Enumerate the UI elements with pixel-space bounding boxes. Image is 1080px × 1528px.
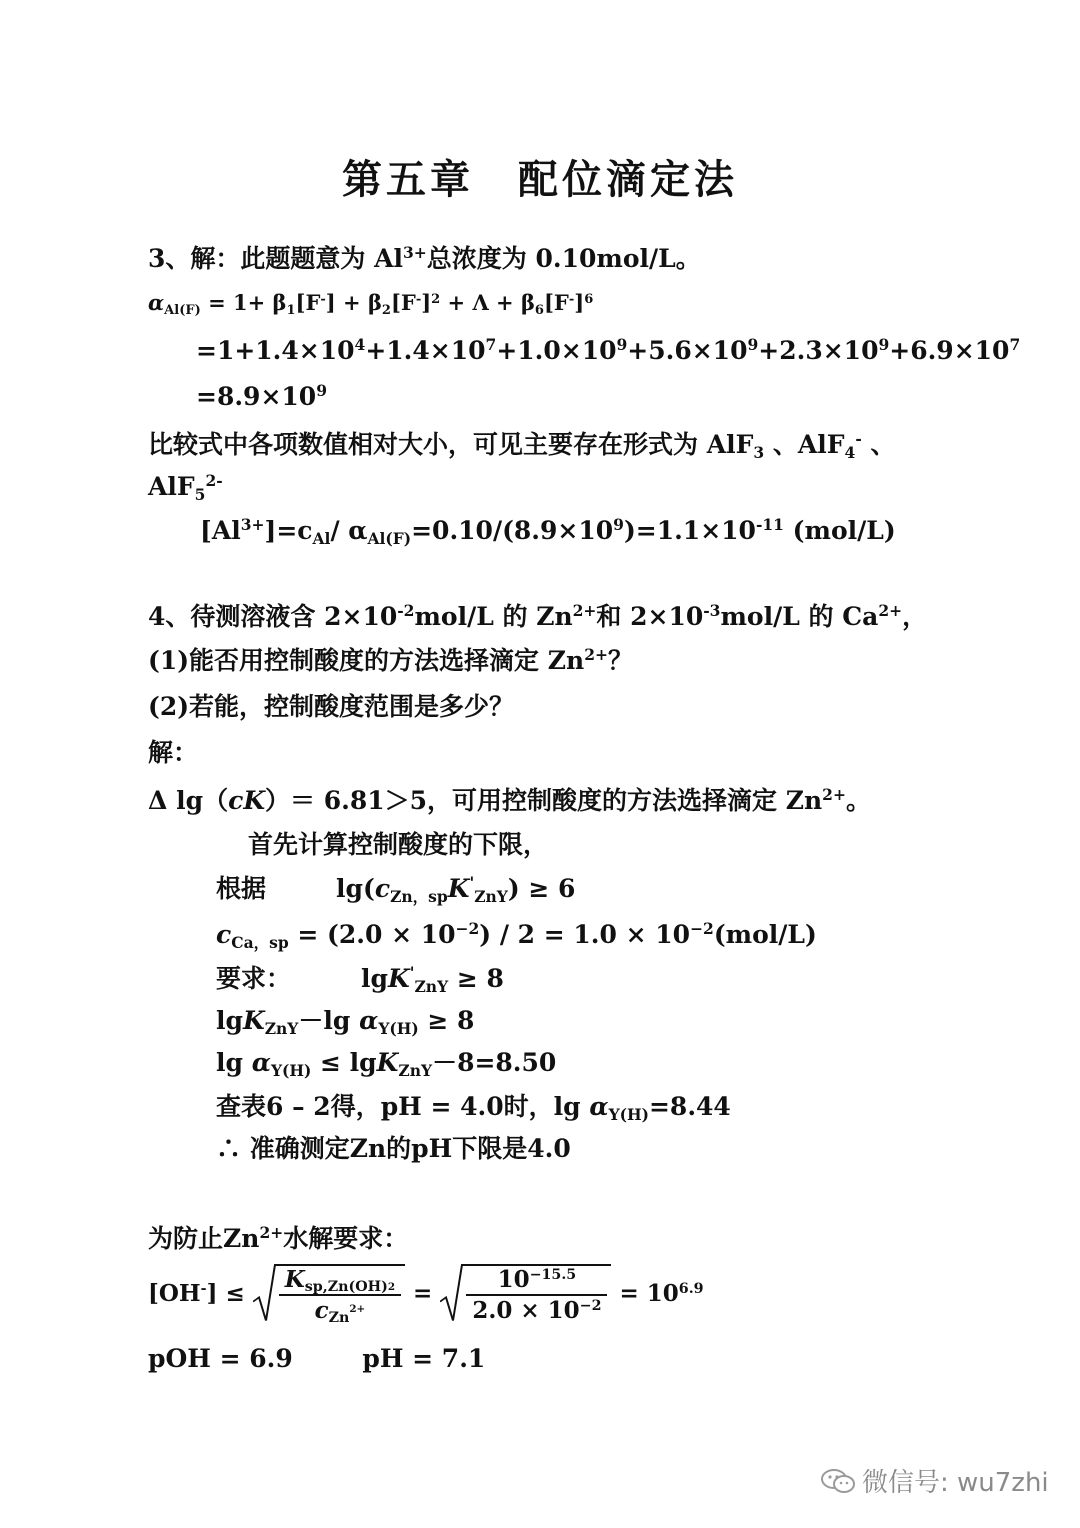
eq-part: ≥ 8 bbox=[448, 964, 504, 993]
sup: 9 bbox=[613, 515, 624, 535]
eq-part: 查表6 – 2得，pH = 4.0时，lg bbox=[216, 1092, 590, 1121]
sub: 3 bbox=[753, 442, 765, 462]
sup: 2+ bbox=[822, 785, 846, 805]
sup: 2+ bbox=[584, 645, 608, 665]
oh-part: [OH bbox=[148, 1279, 201, 1307]
exp: 9 bbox=[316, 381, 327, 401]
sup: 2- bbox=[205, 471, 223, 491]
sup: 3+ bbox=[240, 515, 265, 535]
q4-text: mol/L 的 Ca bbox=[720, 602, 879, 631]
q4-text: ？ bbox=[607, 646, 633, 675]
sup: −2 bbox=[579, 1298, 602, 1315]
q4-text: 和 2×10 bbox=[596, 602, 704, 631]
formula-part: + Λ + β bbox=[440, 290, 535, 315]
sup: −15.5 bbox=[529, 1267, 577, 1284]
eq-part: lg( bbox=[336, 874, 375, 903]
q3-sum-line bbox=[196, 335, 1021, 365]
beta6-sub: 6 bbox=[534, 302, 544, 318]
q4-line1 bbox=[148, 601, 928, 631]
beta1-sub: 1 bbox=[286, 302, 296, 318]
al-part: [Al bbox=[200, 516, 241, 545]
f-charge: - bbox=[415, 291, 422, 307]
prime: ' bbox=[409, 963, 415, 983]
watermark-text: 微信号: wu7zhi bbox=[862, 1468, 1049, 1498]
ksp-fraction bbox=[279, 1266, 401, 1327]
al-part: / α bbox=[330, 516, 368, 545]
compare-text: 、AlF bbox=[764, 430, 845, 459]
q3-text-b: 总浓度为 0.10mol/L。 bbox=[426, 244, 701, 273]
delta-text: Δ lg（ bbox=[148, 786, 229, 815]
al-part: =0.10/(8.9×10 bbox=[411, 516, 614, 545]
formula-part: = 1+ β bbox=[208, 290, 287, 315]
page-title: 第五章 配位滴定法 bbox=[342, 156, 738, 203]
eq-part: lg bbox=[216, 1006, 243, 1035]
sub: 5 bbox=[194, 484, 206, 504]
eq-part: K bbox=[388, 964, 410, 993]
sqrt-body bbox=[462, 1264, 611, 1322]
oh-result bbox=[619, 1279, 704, 1307]
q4-line2 bbox=[148, 645, 633, 675]
ksp: K bbox=[284, 1266, 305, 1293]
frac-den bbox=[279, 1296, 401, 1327]
sub: ZnY bbox=[474, 886, 508, 906]
sub: ZnY bbox=[398, 1060, 433, 1080]
q4-lgalpha-line bbox=[216, 1048, 557, 1080]
sup: -3 bbox=[703, 601, 721, 621]
eq-part: c bbox=[374, 874, 391, 903]
eq-part: K bbox=[447, 874, 470, 903]
oh-part: ] ≤ bbox=[206, 1279, 245, 1307]
alf5-text: AlF bbox=[148, 472, 195, 501]
sum-part: +1.4×10 bbox=[365, 336, 486, 365]
f-charge: - bbox=[320, 291, 326, 307]
q4-solution-label: 解： bbox=[148, 738, 199, 767]
formula-part: [F bbox=[390, 290, 416, 315]
sum-part: +6.9×10 bbox=[889, 336, 1010, 365]
sup: -2 bbox=[397, 601, 415, 621]
eq-part: lg bbox=[361, 964, 388, 993]
q4-conclusion: ∴ 准确测定Zn的pH下限是4.0 bbox=[216, 1134, 571, 1163]
sub: Y(H) bbox=[378, 1018, 419, 1038]
sup: 2+ bbox=[878, 601, 903, 621]
sup: 2+ bbox=[349, 1303, 366, 1316]
al-part: (mol/L) bbox=[783, 516, 896, 545]
q3-compare-line bbox=[148, 429, 896, 462]
alpha-symbol: α bbox=[148, 290, 165, 315]
eq-part: ≤ lg bbox=[311, 1048, 377, 1077]
eq-part: = (2.0 × 10 bbox=[288, 920, 456, 949]
q3-text-a: 3、解：此题题意为 Al bbox=[148, 244, 403, 273]
oh-left bbox=[148, 1279, 245, 1307]
sub: 2 bbox=[387, 1281, 396, 1294]
q4-cca-line bbox=[216, 919, 817, 952]
delta-text: 。 bbox=[845, 786, 871, 815]
q3-result-line bbox=[196, 381, 327, 411]
result-part: =8.9×10 bbox=[196, 382, 317, 411]
eq-part: K bbox=[242, 1006, 265, 1035]
q4-lgk-line bbox=[216, 1006, 475, 1038]
sqrt-2 bbox=[440, 1264, 611, 1322]
formula-part: ] bbox=[421, 290, 432, 315]
sub: Al bbox=[312, 528, 331, 548]
oh-formula bbox=[148, 1264, 704, 1327]
sum-part: +5.6×10 bbox=[627, 336, 748, 365]
eq-part: ) / 2 = 1.0 × 10 bbox=[479, 920, 691, 949]
compare-text: 比较式中各项数值相对大小，可见主要存在形式为 AlF bbox=[148, 430, 754, 459]
sub: Al(F) bbox=[367, 528, 412, 548]
sup: −2 bbox=[690, 919, 714, 939]
beta2-sub: 2 bbox=[381, 302, 391, 318]
alpha-formula bbox=[148, 290, 594, 318]
exp: 7 bbox=[1009, 335, 1021, 355]
exp: 9 bbox=[878, 335, 890, 355]
sup: -11 bbox=[755, 515, 784, 535]
eq-part: －lg bbox=[298, 1006, 360, 1035]
f-charge: - bbox=[568, 291, 575, 307]
sup: 2+ bbox=[572, 601, 597, 621]
q3-line1 bbox=[148, 243, 701, 273]
sqrt-1 bbox=[253, 1264, 405, 1327]
watermark bbox=[820, 1462, 1049, 1499]
sub: Ca，sp bbox=[231, 932, 289, 952]
exp: 7 bbox=[485, 335, 497, 355]
q4-delta-line bbox=[148, 785, 871, 815]
sum-part: +1.0×10 bbox=[496, 336, 617, 365]
sub: sp,Zn(OH) bbox=[304, 1279, 388, 1296]
res: = 10 bbox=[619, 1279, 679, 1307]
q3-alf5-line bbox=[148, 471, 223, 504]
alpha-sub: Al(F) bbox=[164, 302, 201, 318]
formula-part: [F bbox=[295, 290, 321, 315]
eq-part: c bbox=[216, 920, 232, 949]
frac-num bbox=[466, 1268, 607, 1296]
compare-text: 、 bbox=[861, 430, 896, 459]
basis-label: 根据 bbox=[216, 874, 267, 903]
require-label: 要求： bbox=[216, 964, 292, 993]
prime: ' bbox=[469, 873, 475, 893]
q4-require-line bbox=[216, 963, 504, 996]
q4-text: 4、待测溶液含 2×10 bbox=[148, 602, 398, 631]
sqrt-body bbox=[275, 1264, 405, 1327]
eq-part: =8.44 bbox=[648, 1092, 731, 1121]
czn: c bbox=[314, 1297, 329, 1324]
hydro-text: 水解要求： bbox=[283, 1224, 409, 1253]
q4-lower-limit: 首先计算控制酸度的下限， bbox=[248, 830, 549, 859]
eq-part: α bbox=[359, 1006, 379, 1035]
eq-part: K bbox=[376, 1048, 399, 1077]
al-part: )=1.1×10 bbox=[623, 516, 756, 545]
hydro-line1 bbox=[148, 1223, 409, 1253]
q4-table-line bbox=[216, 1092, 731, 1124]
eq-part: lg bbox=[216, 1048, 252, 1077]
hydro-text: 为防止Zn bbox=[148, 1224, 260, 1253]
delta-text: ）＝ 6.81＞5，可用控制酸度的方法选择滴定 Zn bbox=[265, 786, 823, 815]
sub: Zn bbox=[328, 1310, 350, 1327]
n: 10 bbox=[497, 1266, 530, 1293]
q4-line3: (2)若能，控制酸度范围是多少？ bbox=[148, 692, 515, 721]
power-2: 2 bbox=[431, 291, 441, 307]
equals: = bbox=[413, 1279, 433, 1307]
ck: cK bbox=[228, 786, 266, 815]
sup: 2+ bbox=[259, 1223, 284, 1243]
eq-part: α bbox=[589, 1092, 609, 1121]
sup: - bbox=[200, 1280, 207, 1297]
al-part: ]=c bbox=[264, 516, 313, 545]
sub: Y(H) bbox=[608, 1104, 649, 1124]
eq-part: ≥ 8 bbox=[418, 1006, 475, 1035]
sup: −2 bbox=[455, 919, 480, 939]
sub: Zn，sp bbox=[390, 886, 448, 906]
sup: - bbox=[855, 429, 862, 449]
eq-part: ) ≥ 6 bbox=[507, 874, 576, 903]
formula-part: [F bbox=[543, 290, 569, 315]
sum-part: =1+1.4×10 bbox=[196, 336, 355, 365]
q4-basis-line bbox=[216, 873, 576, 906]
sum-part: +2.3×10 bbox=[758, 336, 879, 365]
formula-part: ] + β bbox=[325, 290, 382, 315]
radical-icon bbox=[440, 1264, 464, 1322]
formula-part: ] bbox=[574, 290, 585, 315]
q4-text: (1)能否用控制酸度的方法选择滴定 Zn bbox=[148, 646, 585, 675]
eq-part: －8=8.50 bbox=[432, 1048, 557, 1077]
sub: 4 bbox=[844, 442, 856, 462]
frac-den bbox=[466, 1296, 607, 1322]
sub: Y(H) bbox=[270, 1060, 312, 1080]
exp: 4 bbox=[354, 335, 366, 355]
power-6: 6 bbox=[584, 291, 594, 307]
wechat-icon bbox=[820, 1467, 856, 1495]
sub: ZnY bbox=[414, 976, 449, 996]
exp: 9 bbox=[747, 335, 759, 355]
q4-text: ， bbox=[902, 602, 928, 631]
q4-text: mol/L 的 Zn bbox=[414, 602, 573, 631]
eq-part: α bbox=[251, 1048, 271, 1077]
d: 2.0 × 10 bbox=[472, 1297, 580, 1324]
q3-sup: 3+ bbox=[403, 243, 427, 263]
sup: 6.9 bbox=[678, 1280, 704, 1297]
num-fraction bbox=[466, 1268, 607, 1322]
exp: 9 bbox=[616, 335, 628, 355]
frac-num bbox=[279, 1268, 401, 1296]
q3-al-conc-line bbox=[200, 515, 896, 548]
poh-line: pOH = 6.9 pH = 7.1 bbox=[148, 1344, 486, 1373]
radical-icon bbox=[253, 1264, 277, 1322]
eq-part: (mol/L) bbox=[713, 920, 817, 949]
sub: ZnY bbox=[264, 1018, 299, 1038]
